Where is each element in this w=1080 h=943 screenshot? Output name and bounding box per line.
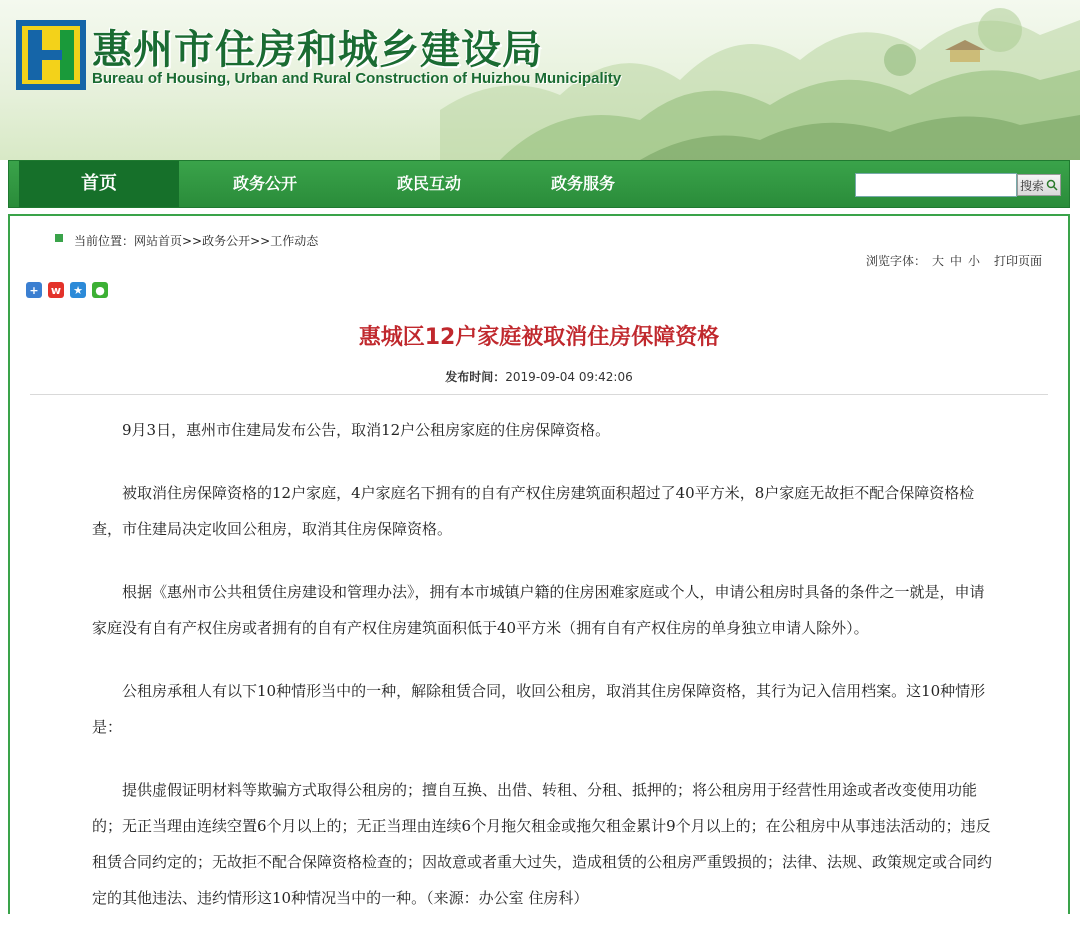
search-button-label: 搜索 [1019,178,1044,193]
article-paragraph: 9月3日，惠州市住建局发布公告，取消12户公租房家庭的住房保障资格。 [122,421,611,439]
title-divider [30,394,1048,395]
publish-time [10,368,1068,385]
site-header [0,0,1080,160]
add-share-icon[interactable]: + [26,282,42,298]
content-frame [8,214,1070,914]
nav-item-interaction[interactable]: 政民互动 [396,174,461,193]
search-icon [1046,179,1058,191]
nav-item-gov-affairs[interactable]: 政务公开 [232,174,297,193]
search-input[interactable] [855,173,1017,197]
site-subtitle: Bureau of Housing, Urban and Rural Construction of Huizhou Municipality [92,70,622,87]
font-size-selector [866,252,980,269]
font-size-label: 浏览字体： [866,254,927,268]
breadcrumb-bullet-icon [54,233,64,243]
publish-time-label: 发布时间： [445,370,506,384]
publish-time-value: 2019-09-04 09:42:06 [505,370,633,384]
article-title: 惠城区12户家庭被取消住房保障资格 [358,325,720,350]
qzone-icon[interactable]: ★ [70,282,86,298]
print-page-link[interactable]: 打印页面 [994,254,1043,268]
share-toolbar [26,282,108,298]
article-paragraph: 公租房承租人有以下10种情形当中的一种，解除租赁合同，收回公租房，取消其住房保障资格，其行为记入信用档案。这10种情形是： [92,682,986,736]
article-paragraph: 根据《惠州市公共租赁住房建设和管理办法》，拥有本市城镇户籍的住房困难家庭或个人，申请公租房时具备的条件之一就是，申请家庭没有自有产权住房或者拥有的自有产权住房建筑面积低于40平方米（拥有自有产权住房的单身独立申请人除外）。 [92,583,985,637]
font-size-small[interactable]: 小 [968,254,981,268]
weibo-icon[interactable]: w [48,282,64,298]
nav-item-services[interactable]: 政务服务 [550,174,615,193]
h-logo-icon [16,20,86,90]
article-paragraph: 提供虚假证明材料等欺骗方式取得公租房的；擅自互换、出借、转租、分租、抵押的；将公租房用于经营性用途或者改变使用功能的；无正当理由连续空置6个月以上的；无正当理由连续6个月拖欠租金或拖欠租金累计9个月以上的；在公租房中从事违法活动的；违反租赁合同约定的；无故拒不配合保障资格检查的；因故意或者重大过失，造成租赁的公租房严重毁损的；法律、法规、政策规定或合同约定的其他违法、违约情形这10种情况当中的一种。（来源：办公室 住房科） [92,781,993,907]
nav-item-home[interactable]: 首页 [19,161,179,207]
article-paragraph: 被取消住房保障资格的12户家庭，4户家庭名下拥有的自有产权住房建筑面积超过了40平方米，8户家庭无故拒不配合保障资格检查，市住建局决定收回公租房，取消其住房保障资格。 [92,484,975,538]
font-size-large[interactable]: 大 [932,254,945,268]
main-nav [8,160,1070,208]
article-body [92,412,998,943]
wechat-icon[interactable]: ● [92,282,108,298]
breadcrumb: 当前位置：网站首页>>政务公开>>工作动态 [74,234,319,248]
font-size-medium[interactable]: 中 [950,254,963,268]
search-button[interactable] [1017,174,1061,196]
site-title: 惠州市住房和城乡建设局 [92,27,543,73]
